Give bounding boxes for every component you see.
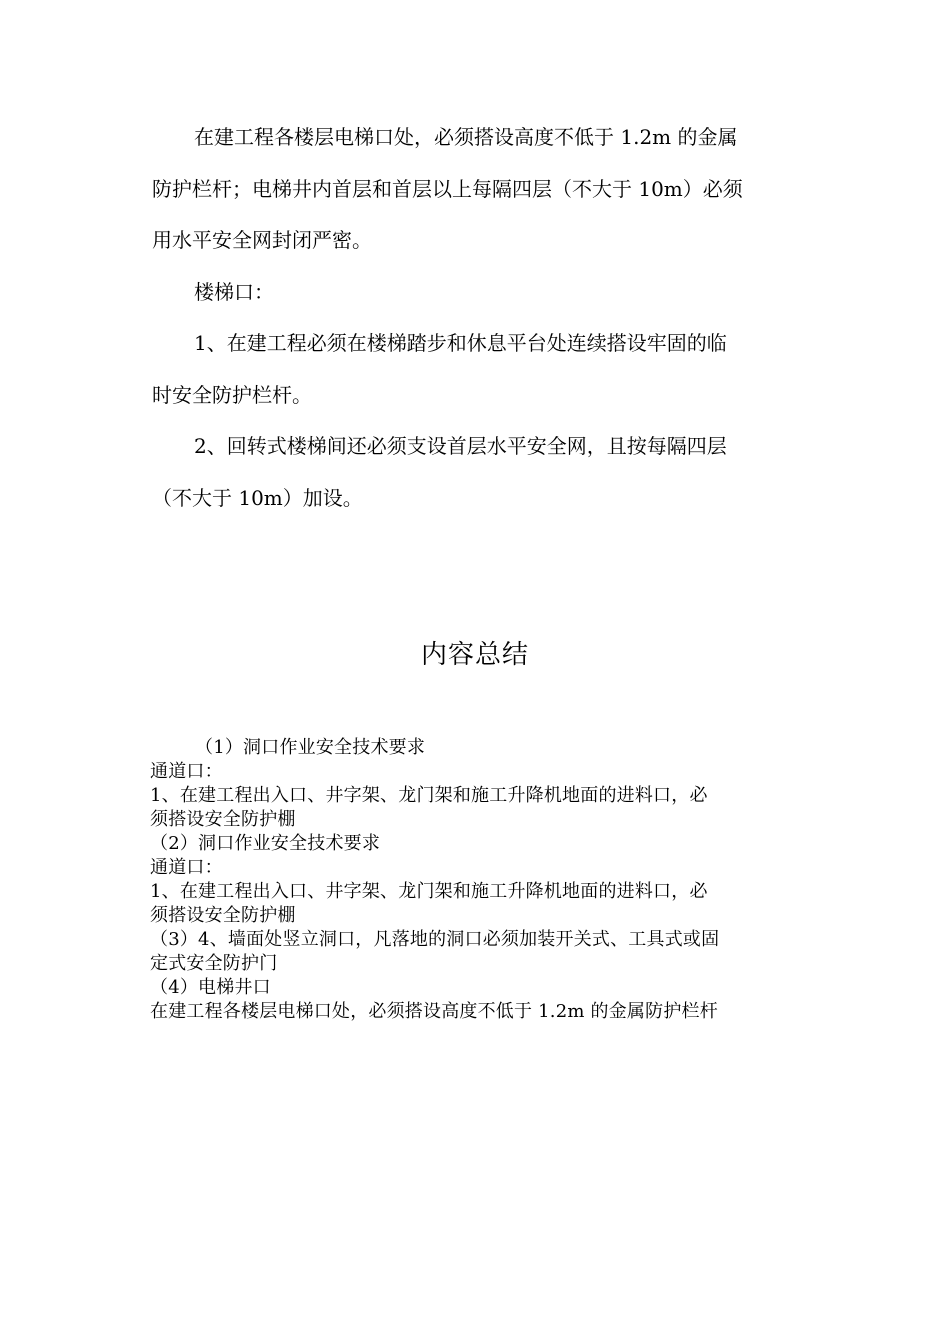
summary-line: 1、在建工程出入口、井字架、龙门架和施工升降机地面的进料口，必	[150, 881, 708, 902]
summary-line: 在建工程各楼层电梯口处，必须搭设高度不低于 1.2m 的金属防护栏杆	[150, 1001, 718, 1022]
body-text	[152, 112, 812, 524]
summary-line: 须搭设安全防护棚	[150, 905, 296, 926]
summary-line: 1、在建工程出入口、井字架、龙门架和施工升降机地面的进料口，必	[150, 785, 708, 806]
body-heading-stairwell: 楼梯口：	[194, 279, 274, 304]
summary-line: 须搭设安全防护棚	[150, 809, 296, 830]
body-line: 在建工程各楼层电梯口处，必须搭设高度不低于 1.2m 的金属	[194, 125, 738, 149]
body-line: 时安全防护栏杆。	[152, 382, 312, 407]
summary-text	[150, 736, 810, 1024]
summary-line: 通道口：	[150, 857, 223, 878]
body-line: 2、回转式楼梯间还必须支设首层水平安全网，且按每隔四层	[194, 434, 727, 458]
summary-title: 内容总结	[420, 640, 529, 670]
body-line: （不大于 10m）加设。	[152, 485, 363, 510]
body-line: 防护栏杆；电梯井内首层和首层以上每隔四层（不大于 10m）必须	[152, 176, 743, 201]
summary-line: （4）电梯井口	[150, 977, 271, 998]
summary-line: （1）洞口作业安全技术要求	[195, 737, 426, 758]
body-line: 用水平安全网封闭严密。	[152, 228, 372, 252]
summary-line: （2）洞口作业安全技术要求	[150, 833, 381, 854]
summary-line: 定式安全防护门	[150, 953, 278, 974]
body-line: 1、在建工程必须在楼梯踏步和休息平台处连续搭设牢固的临	[194, 331, 727, 355]
summary-line: （3）4、墙面处竖立洞口，凡落地的洞口必须加装开关式、工具式或固	[150, 929, 720, 950]
summary-line: 通道口：	[150, 761, 223, 782]
